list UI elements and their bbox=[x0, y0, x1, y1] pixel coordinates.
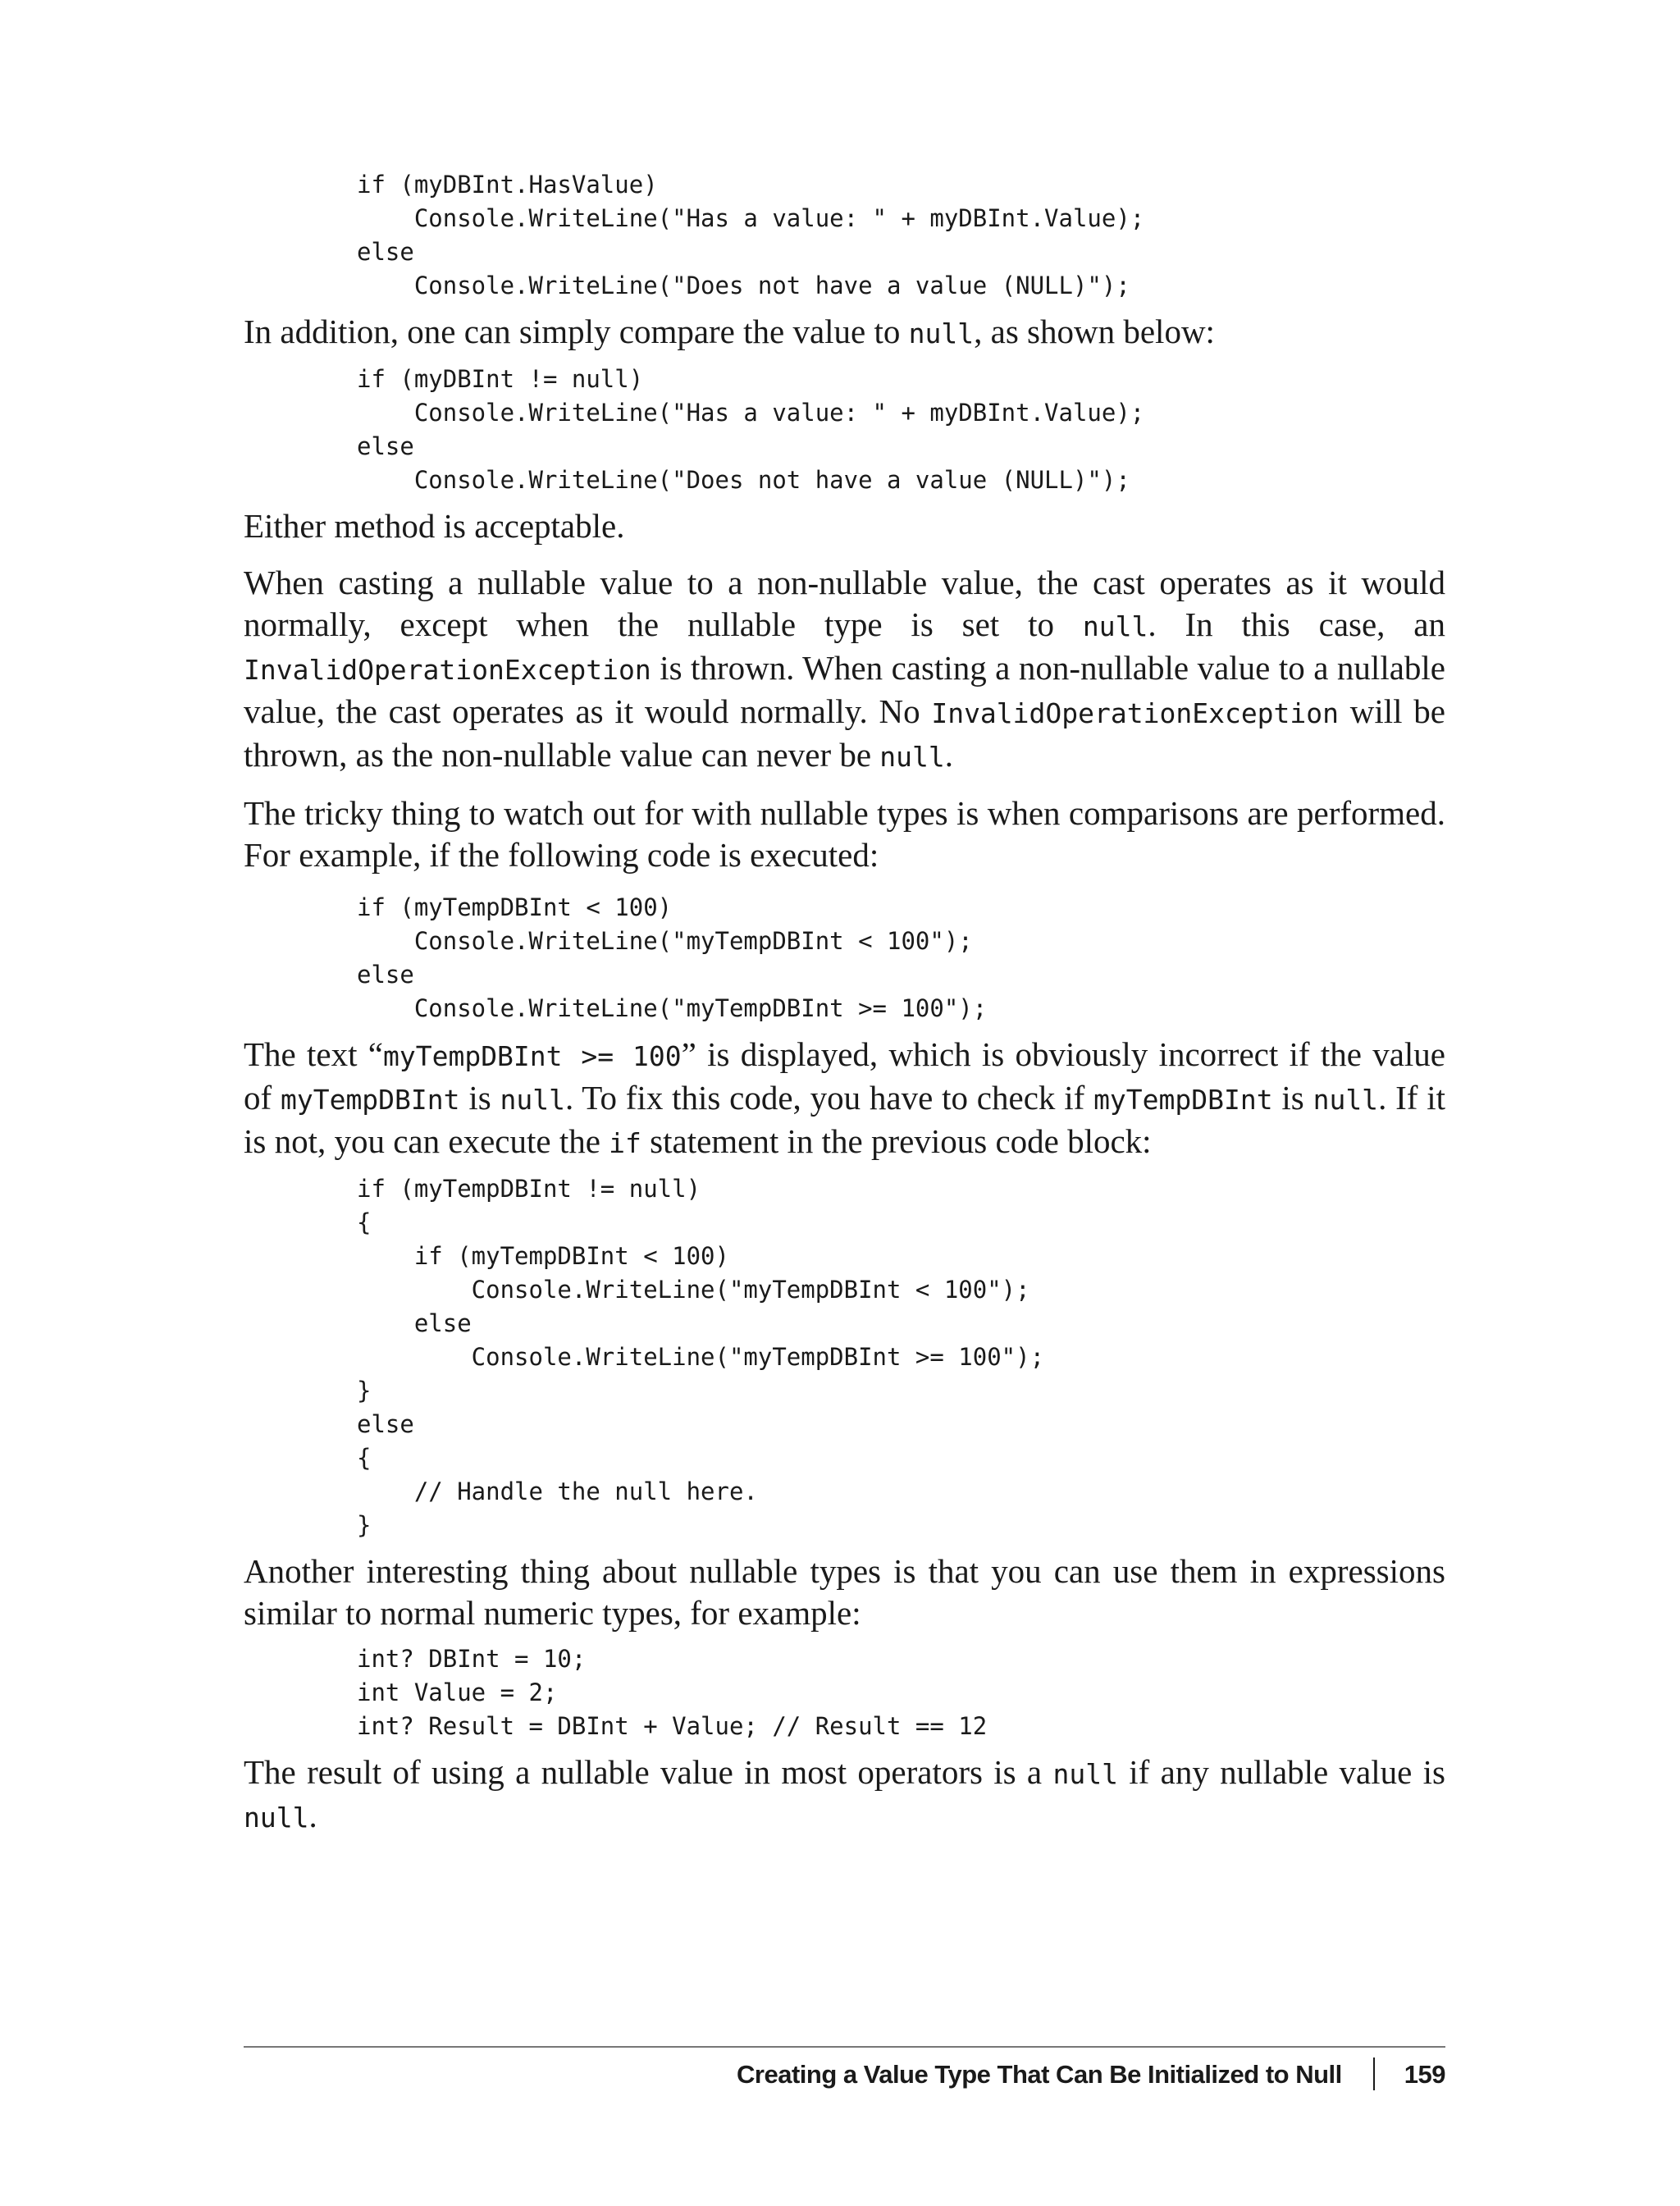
inline-code: null bbox=[879, 741, 945, 773]
text: . bbox=[944, 736, 954, 774]
text: will be thrown, as the non-nullable value can never be bbox=[244, 692, 1445, 774]
inline-code: InvalidOperationException bbox=[244, 654, 651, 686]
code-block: if (myTempDBInt < 100) Console.WriteLine("myTempDBInt < 100"); else Console.WriteLine("myTempDBInt >= 100"); bbox=[357, 893, 988, 1022]
inline-code: null bbox=[1312, 1084, 1379, 1116]
text: The result of using a nullable value in most operators is a bbox=[244, 1753, 1053, 1791]
text: The text “ bbox=[244, 1035, 383, 1073]
inline-code: myTempDBInt >= 100 bbox=[382, 1040, 682, 1072]
paragraph: The tricky thing to watch out for with nullable types is when comparisons are performed. For example, if the following code is executed: bbox=[244, 794, 1445, 874]
paragraph: Either method is acceptable. bbox=[244, 507, 625, 545]
text: ” is displayed, which is obviously incorrect if the value of bbox=[244, 1035, 1446, 1117]
code-block: int? DBInt = 10; int Value = 2; int? Result = DBInt + Value; // Result == 12 bbox=[357, 1645, 988, 1740]
text: is bbox=[1272, 1079, 1313, 1117]
text: When casting a nullable value to a non-nullable value, the cast operates as it would normally, except when the nullable type is set to bbox=[244, 564, 1445, 643]
text: , as shown below: bbox=[974, 313, 1215, 350]
paragraph: Another interesting thing about nullable types is that you can use them in expressions similar to normal numeric types, for example: bbox=[244, 1552, 1445, 1632]
footer-divider bbox=[244, 2046, 1445, 2048]
inline-code: null bbox=[1052, 1758, 1118, 1790]
text: is bbox=[459, 1079, 500, 1117]
inline-code: null bbox=[908, 317, 975, 349]
page-content bbox=[244, 168, 1445, 1838]
page-number: 159 bbox=[1404, 2060, 1445, 2089]
inline-code: myTempDBInt bbox=[1093, 1084, 1273, 1116]
inline-code: null bbox=[244, 1802, 309, 1834]
text: if any nullable value is bbox=[1117, 1753, 1446, 1791]
paragraph bbox=[244, 562, 1445, 778]
paragraph bbox=[244, 1752, 1445, 1838]
inline-code: null bbox=[1082, 610, 1148, 642]
text: is thrown. When casting a non-nullable value to a nullable value, the cast operates as it would normally. No bbox=[244, 649, 1445, 730]
text: In addition, one can simply compare the value to bbox=[244, 313, 909, 350]
paragraph bbox=[244, 1034, 1445, 1164]
text: . In this case, an bbox=[1148, 605, 1446, 643]
paragraph bbox=[244, 311, 1445, 354]
code-block: if (myTempDBInt != null) { if (myTempDBInt < 100) Console.WriteLine("myTempDBInt < 100"); else Console.WriteLine("myTempDBInt >= 100"); } else { // Handle the null here. } bbox=[357, 1175, 1045, 1539]
inline-code: null bbox=[500, 1084, 565, 1116]
inline-code: if bbox=[609, 1127, 641, 1159]
text: . bbox=[308, 1797, 317, 1834]
inline-code: myTempDBInt bbox=[280, 1084, 460, 1116]
text: . If it is not, you can execute the bbox=[244, 1079, 1446, 1160]
footer-separator bbox=[1373, 2058, 1375, 2090]
inline-code: InvalidOperationException bbox=[931, 697, 1340, 729]
running-footer bbox=[737, 2058, 1445, 2091]
code-block: if (myDBInt != null) Console.WriteLine("Has a value: " + myDBInt.Value); else Console.WriteLine("Does not have a value (NULL)"); bbox=[357, 365, 1145, 494]
text: statement in the previous code block: bbox=[641, 1122, 1152, 1160]
code-block: if (myDBInt.HasValue) Console.WriteLine("Has a value: " + myDBInt.Value); else Console.WriteLine("Does not have a value (NULL)"); bbox=[357, 171, 1145, 299]
footer-section-title: Creating a Value Type That Can Be Initialized to Null bbox=[737, 2060, 1342, 2089]
text: . To fix this code, you have to check if bbox=[564, 1079, 1094, 1117]
